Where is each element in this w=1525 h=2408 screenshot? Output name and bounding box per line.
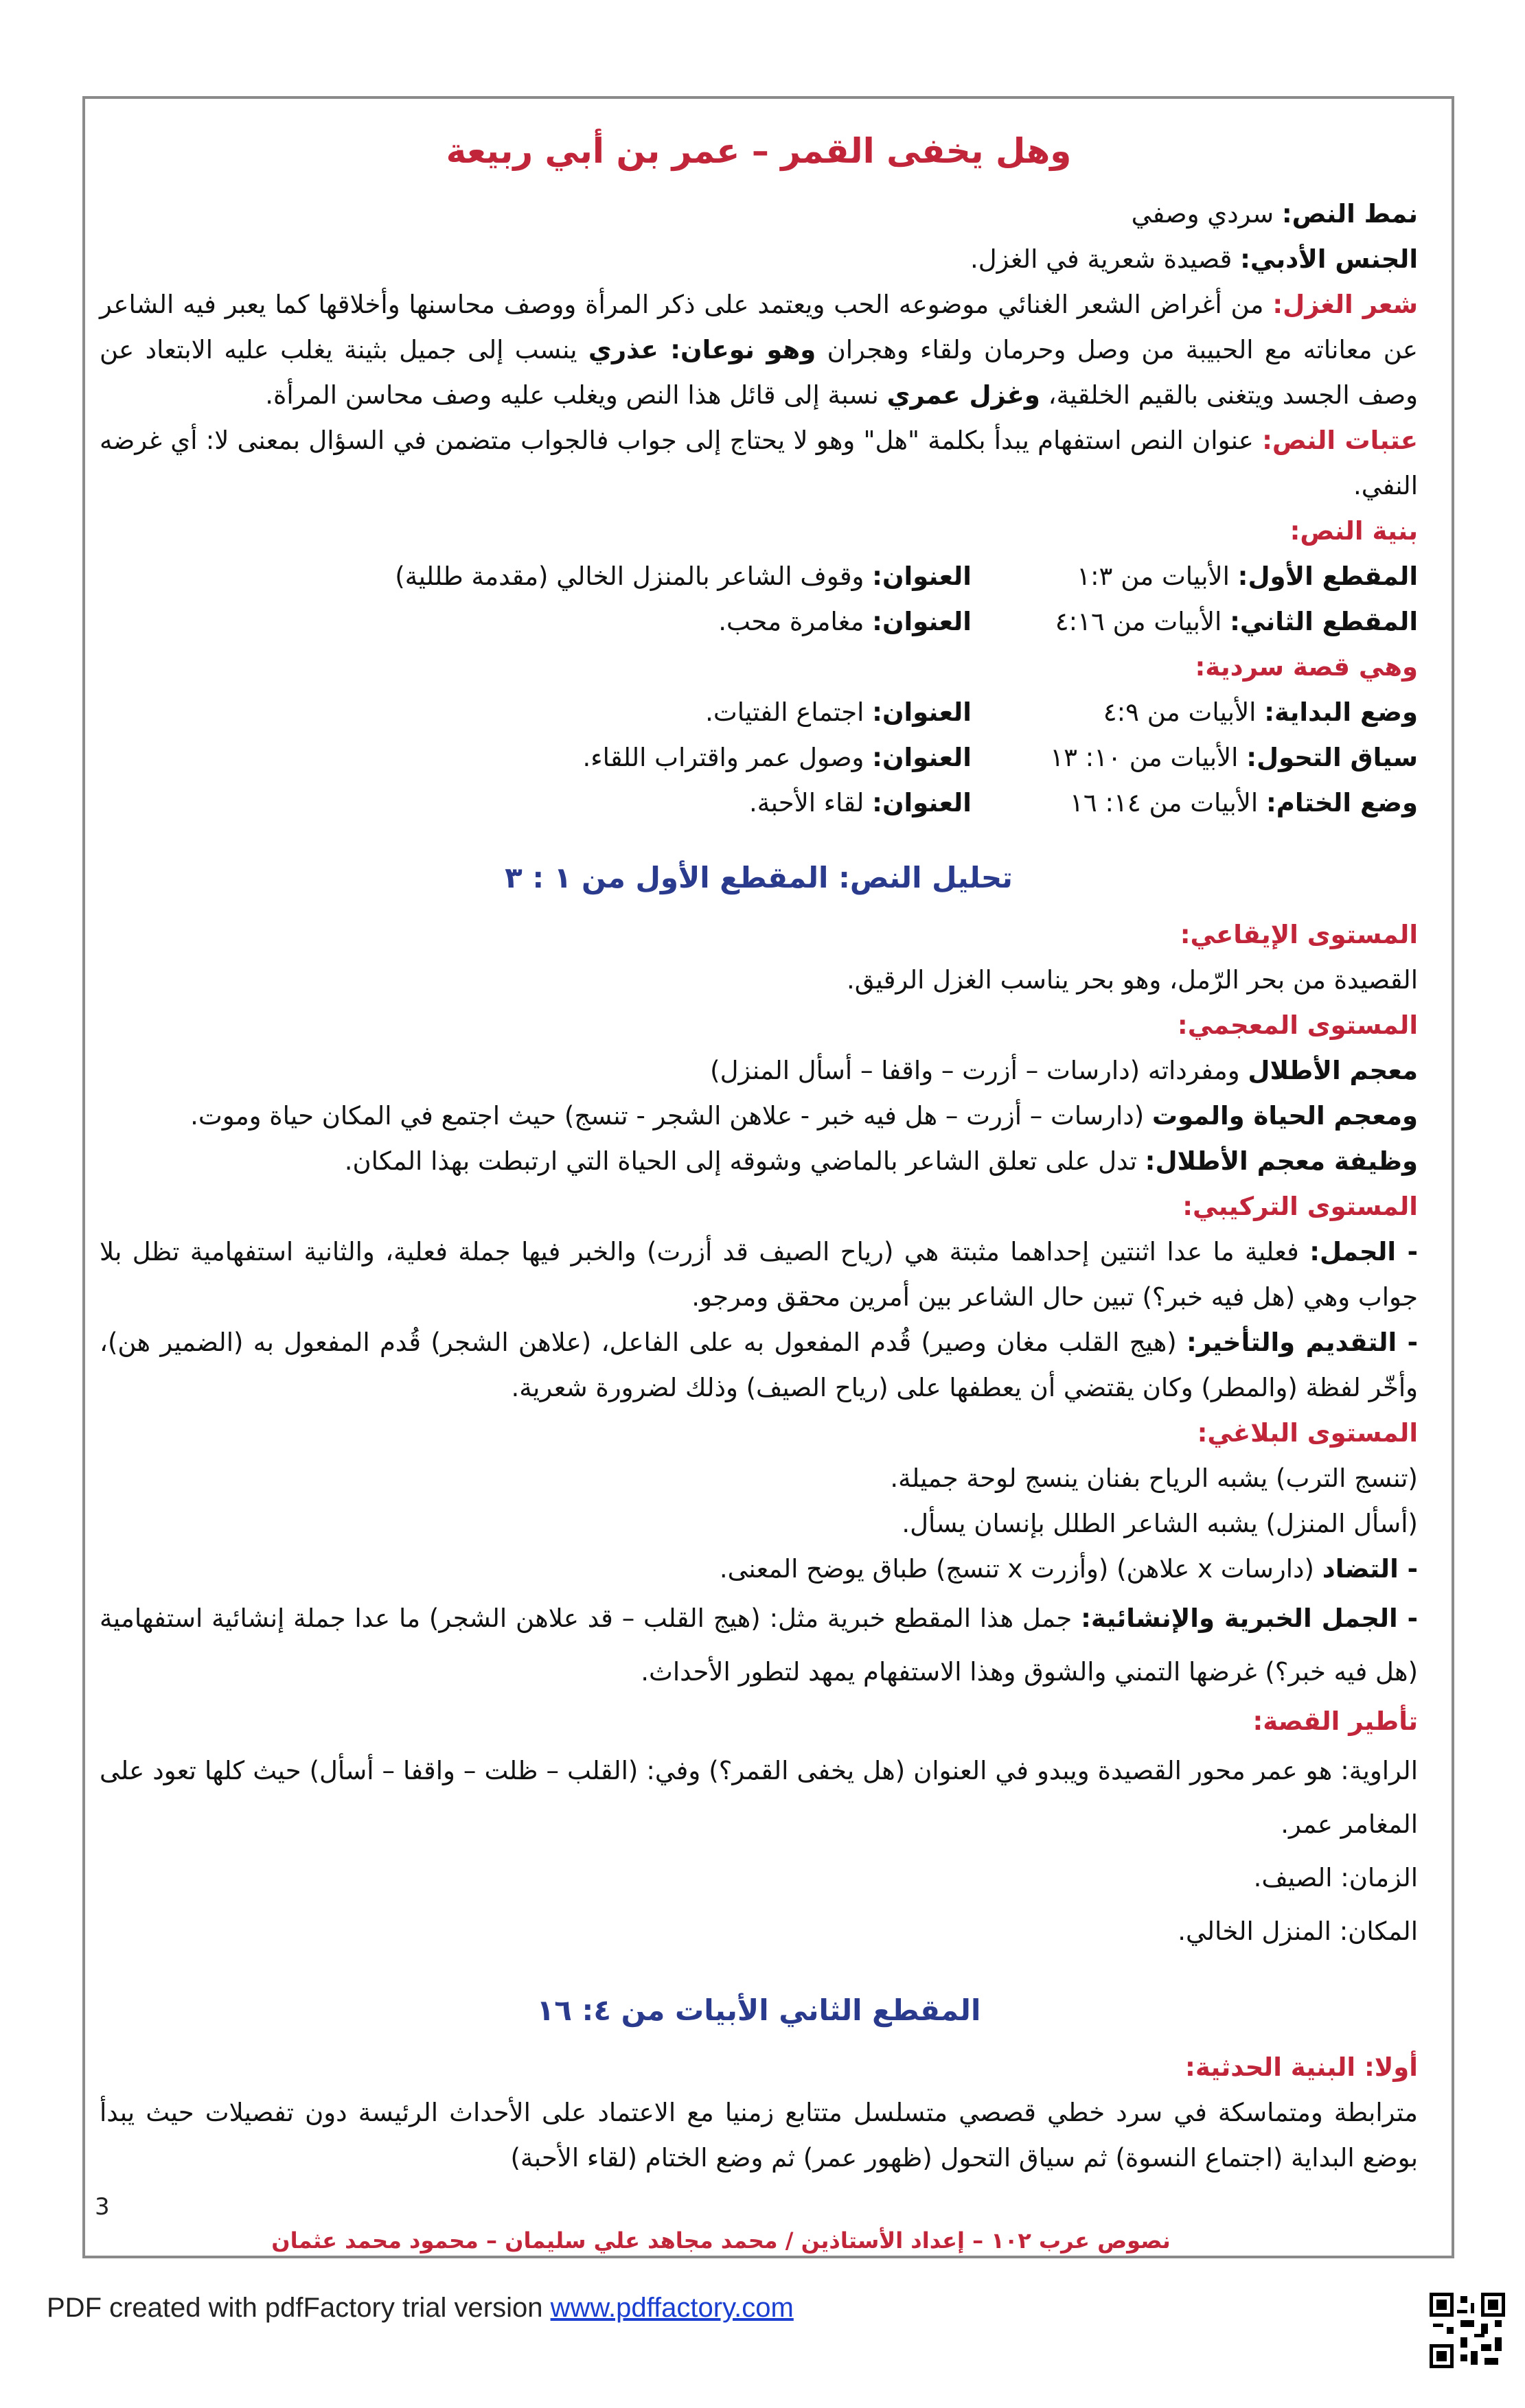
ghazal-bold-1: وهو نوعان: عذري [588,335,816,364]
lexical-1-label: معجم الأطلال [1248,1056,1418,1085]
analysis-1-heading: تحليل النص: المقطع الأول من ١ : ٣ [505,861,1013,894]
section-1-title-label: العنوان: [872,562,972,591]
ghazal-text-2: ينسب إلى جميل بثينة يغلب عليه الابتعاد عن وصف الجسد ويتغنى بالقيم الخلقية، [100,335,1418,410]
story-row-1 [100,690,1418,735]
text-style-line [100,192,1418,237]
syntax-2-label: - التقديم والتأخير: [1186,1328,1418,1357]
rhythm-heading: المستوى الإيقاعي: [1180,920,1418,949]
place-text: المكان: المنزل الخالي. [1178,1917,1418,1946]
story-row-2 [100,735,1418,780]
ghazal-text-3: نسبة إلى قائل هذا النص ويغلب عليه وصف محاسن المرأة. [265,380,887,410]
page-title: وهل يخفى القمر – عمر بن أبي ربيعة [446,131,1072,171]
section-1-title: وقوف الشاعر بالمنزل الخالي (مقدمة طللية) [395,562,873,591]
event-structure-text: مترابطة ومتماسكة في سرد خطي قصصي متسلسل متتابع زمنيا مع الاعتماد على الأحداث الرئيسة دون تفصيلات حيث يبدأ بوضع البداية (اجتماع النسوة) ثم سياق التحول (ظهور عمر) ثم وضع الختام (لقاء الأحبة) [100,2098,1418,2173]
event-structure-heading: أولا: البنية الحدثية: [1185,2052,1418,2082]
syntax-1-label: - الجمل: [1309,1237,1418,1266]
section-2-title-label: العنوان: [872,607,972,636]
lexical-line-3 [100,1139,1418,1184]
page-footer: نصوص عرب ١٠٢ – إعداد الأستاذين / محمد مجاهد علي سليمان – محمود محمد عثمان [271,2227,1171,2254]
text-style-label: نمط النص: [1281,199,1418,229]
ghazal-label: شعر الغزل: [1272,290,1419,319]
story-1-title-label: العنوان: [872,697,972,727]
genre-label: الجنس الأدبي: [1240,244,1418,274]
story-2-verses: الأبيات من ١٠: ١٣ [1050,743,1247,772]
rhetoric-line-2: (أسأل المنزل) يشبه الشاعر الطلل بإنسان يسأل. [902,1509,1418,1538]
pdf-notice-text: PDF created with pdfFactory trial version [47,2293,551,2323]
structure-row-1 [100,554,1418,599]
page-content [100,120,1418,2181]
thresholds-label: عتبات النص: [1262,426,1419,455]
structure-heading: بنية النص: [1289,516,1418,546]
rhetoric-line-3 [100,1547,1418,1592]
story-row-3 [100,780,1418,826]
rhetoric-3-label: - التضاد [1322,1554,1418,1584]
syntax-1-text: فعلية ما عدا اثنتين إحداهما مثبتة هي (رياح الصيف قد أزرت) والخبر فيها جملة فعلية، والثانية استفهامية تظل بلا جواب وهي (هل فيه خبر؟) تبين حال الشاعر بين أمرين محقق ومرجو. [100,1237,1418,1312]
story-frame-heading: تأطير القصة: [1252,1706,1418,1736]
lexical-3-label: وظيفة معجم الأطلال: [1145,1146,1418,1176]
syntax-line-1 [100,1229,1418,1320]
page-number: 3 [95,2193,110,2221]
section-2-title: مغامرة محب. [718,607,873,636]
rhetoric-line-4 [100,1592,1418,1699]
story-3-label: وضع الختام: [1265,788,1418,818]
thresholds-paragraph [100,418,1418,509]
rhythm-text: القصيدة من بحر الرّمل، وهو بحر يناسب الغزل الرقيق. [846,965,1418,995]
section-2-verses: الأبيات من ٤:١٦ [1055,607,1230,636]
lexical-2-text: (دارسات – أزرت – هل فيه خبر - علاهن الشجر - تنسج) حيث اجتمع في المكان حياة وموت. [190,1101,1152,1131]
syntax-2-text: (هيج القلب مغان وصير) قُدم المفعول به على الفاعل، (علاهن الشجر) قُدم المفعول به (الضمير هن)، وأخّر لفظة (والمطر) وكان يقتضي أن يعطفها على (رياح الصيف) وذلك لضرورة شعرية. [100,1328,1418,1402]
story-3-title: لقاء الأحبة. [748,788,873,818]
narrator-text: الراوية: هو عمر محور القصيدة ويبدو في العنوان (هل يخفى القمر؟) وفي: (القلب – ظلت – واقفا – أسأل) حيث كلها تعود على المغامر عمر. [100,1756,1418,1839]
rhetoric-4-text: جمل هذا المقطع خبرية مثل: (هيج القلب – قد علاهن الشجر) ما عدا جملة إنشائية استفهامية (هل فيه خبر؟) غرضها التمني والشوق وهذا الاستفهام يمهد لتطور الأحداث. [100,1604,1418,1687]
genre-line [100,237,1418,282]
lexical-line-1 [100,1048,1418,1093]
analysis-2-heading: المقطع الثاني الأبيات من ٤: ١٦ [536,1993,981,2027]
story-1-title: اجتماع الفتيات. [705,697,873,727]
rhetoric-line-1: (تنسج الترب) يشبه الرياح بفنان ينسج لوحة جميلة. [890,1463,1418,1493]
lexical-1-text: ومفرداته (دارسات – أزرت – واقفا – أسأل المنزل) [710,1056,1248,1085]
ghazal-bold-2: وغزل عمري [886,380,1040,410]
section-1-verses: الأبيات من ١:٣ [1077,562,1238,591]
syntax-heading: المستوى التركيبي: [1182,1192,1418,1221]
story-1-verses: الأبيات من ٤:٩ [1103,697,1265,727]
structure-row-2 [100,599,1418,645]
lexical-2-label: ومعجم الحياة والموت [1151,1101,1418,1131]
time-text: الزمان: الصيف. [1253,1863,1418,1892]
lexical-3-text: تدل على تعلق الشاعر بالماضي وشوقه إلى الحياة التي ارتبطت بهذا المكان. [344,1146,1145,1176]
pdffactory-link[interactable]: www.pdffactory.com [550,2293,794,2323]
rhetoric-heading: المستوى البلاغي: [1197,1418,1418,1448]
story-1-label: وضع البداية: [1264,697,1418,727]
rhetoric-3-text: (دارسات x علاهن) (وأزرت x تنسج) طباق يوضح المعنى. [719,1554,1322,1584]
ghazal-paragraph [100,282,1418,418]
syntax-line-2 [100,1320,1418,1411]
story-2-label: سياق التحول: [1246,743,1418,772]
story-3-verses: الأبيات من ١٤: ١٦ [1069,788,1266,818]
section-1-label: المقطع الأول: [1237,562,1418,591]
lexical-line-2 [100,1093,1418,1139]
section-2-label: المقطع الثاني: [1230,607,1418,636]
story-heading: وهي قصة سردية: [1195,652,1418,682]
pdf-notice [47,2293,794,2324]
lexical-heading: المستوى المعجمي: [1177,1010,1418,1040]
genre-value: قصيدة شعرية في الغزل. [970,244,1241,274]
rhetoric-4-label: - الجمل الخبرية والإنشائية: [1081,1604,1418,1633]
story-2-title: وصول عمر واقتراب اللقاء. [582,743,873,772]
thresholds-text: عنوان النص استفهام يبدأ بكلمة "هل" وهو لا يحتاج إلى جواب فالجواب متضمن في السؤال بمعنى لا: أي غرضه النفي. [100,426,1418,500]
ghazal-text-1: من أغراض الشعر الغنائي موضوعه الحب ويعتمد على ذكر المرأة ووصف محاسنها وأخلاقها كما يعبر فيه الشاعر عن معاناته مع الحبيبة من وصل وحرمان ولقاء وهجران [100,290,1419,364]
text-style-value: سردي وصفي [1131,199,1282,229]
story-2-title-label: العنوان: [872,743,972,772]
qr-code-icon [1430,2293,1505,2368]
story-3-title-label: العنوان: [872,788,972,818]
